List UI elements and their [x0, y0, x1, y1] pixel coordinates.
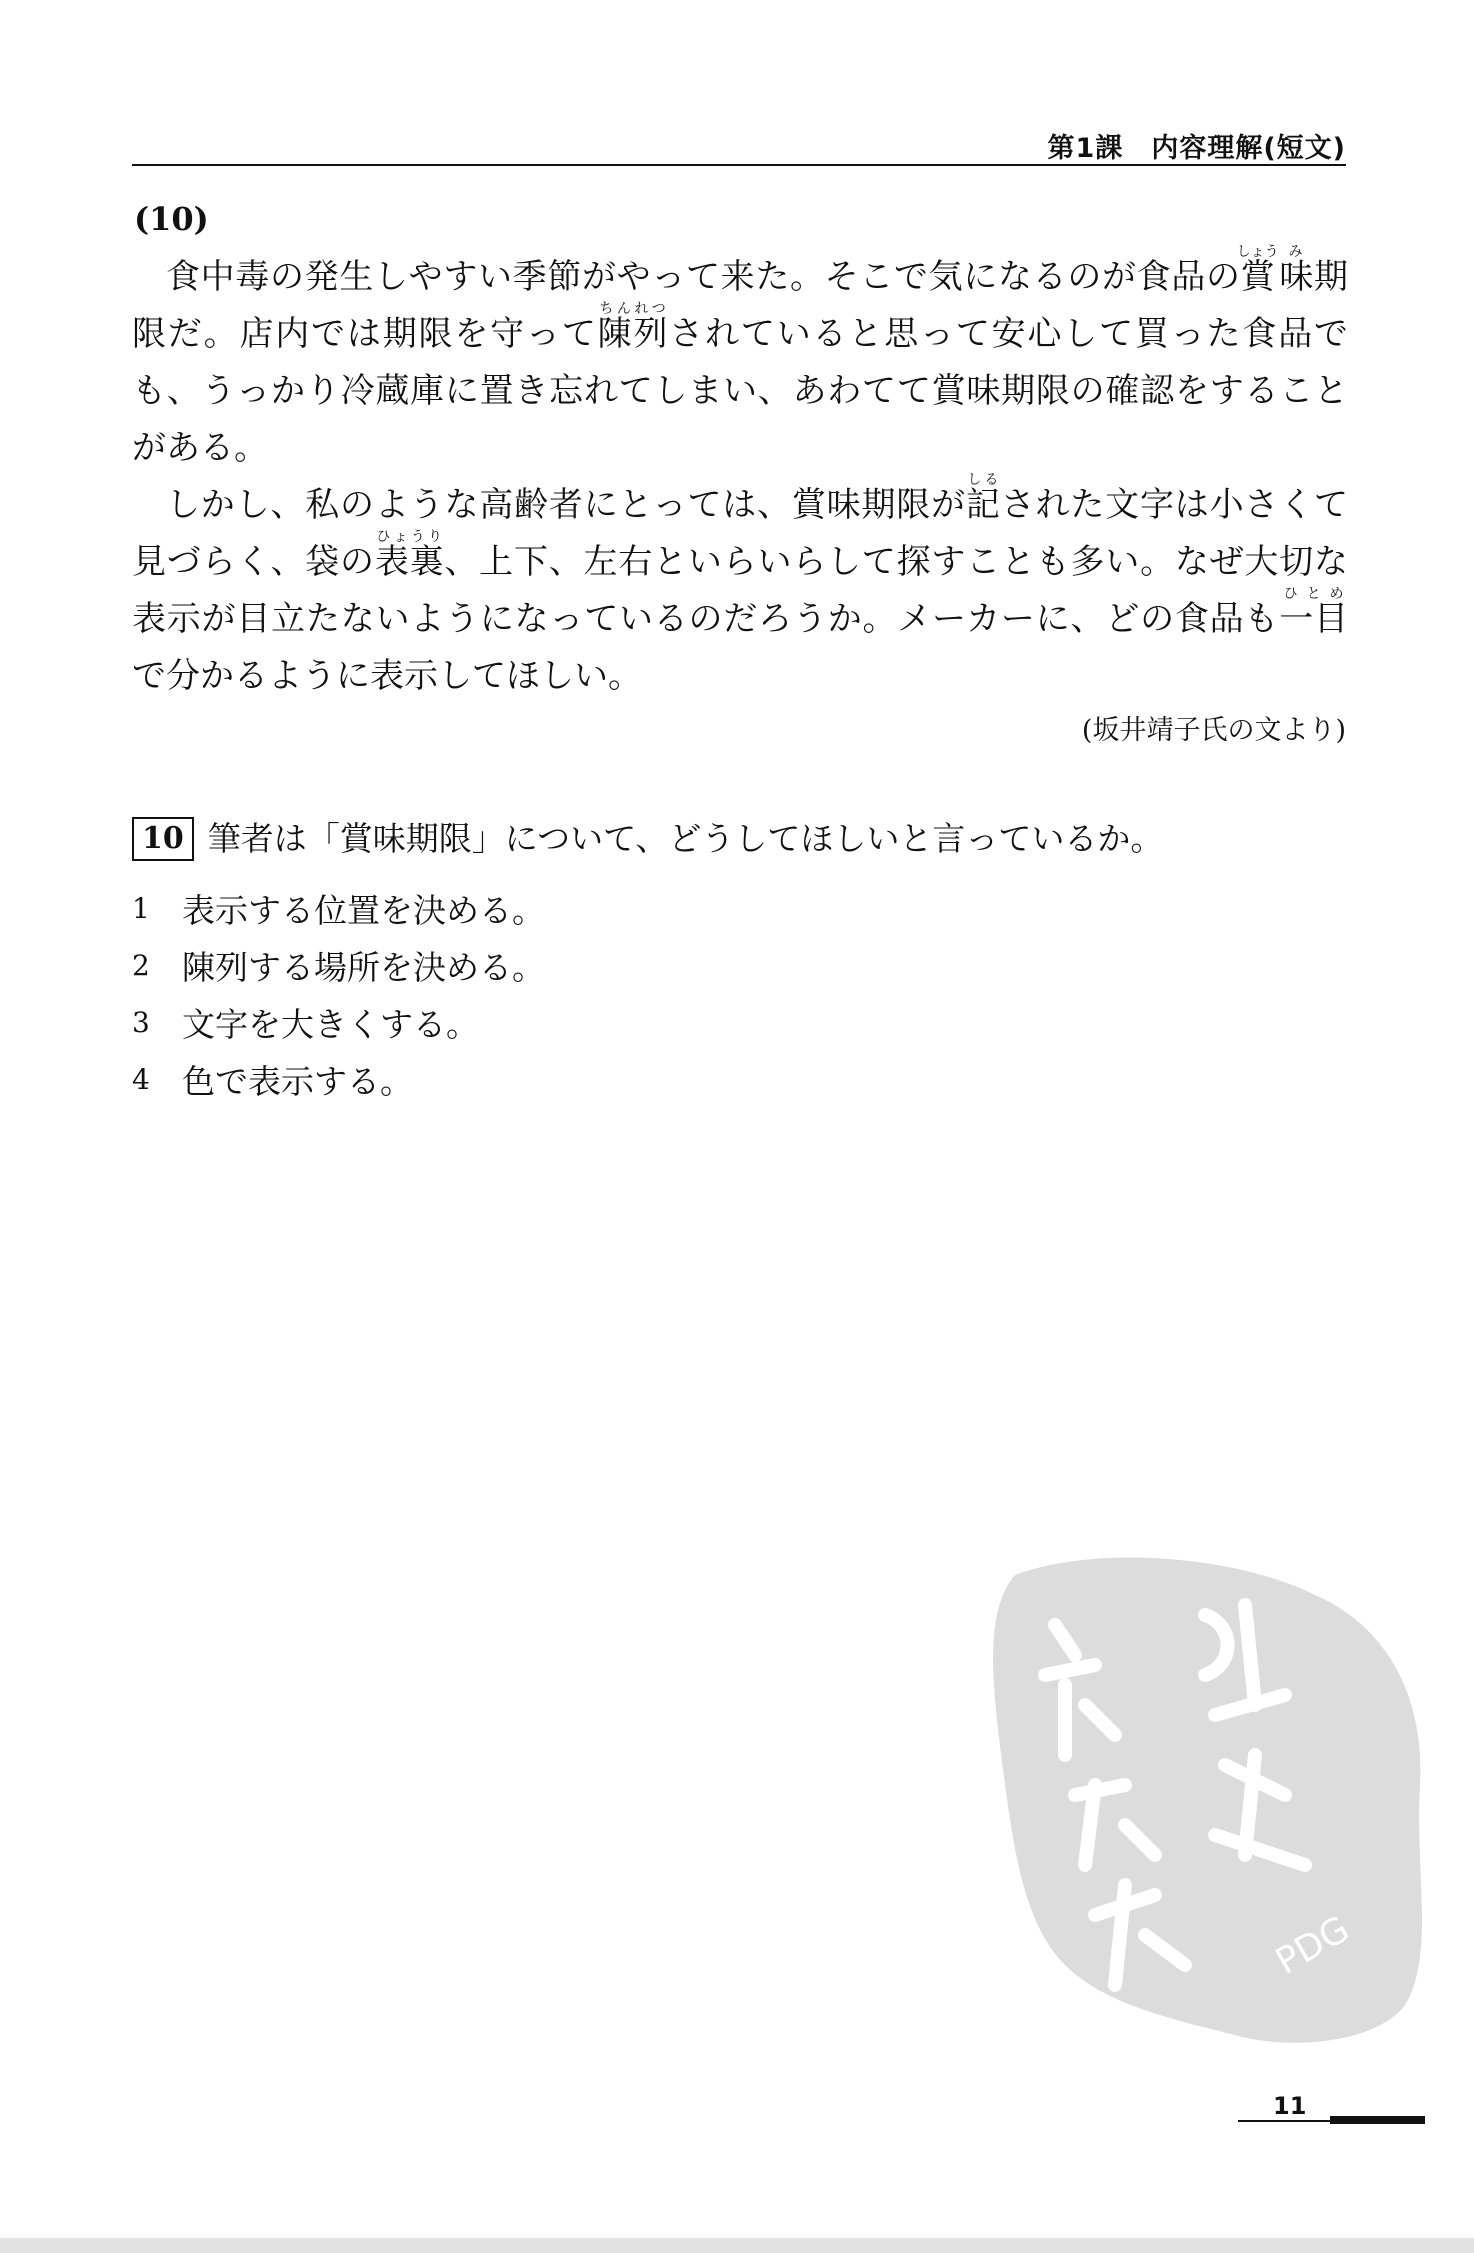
- answer-option-1[interactable]: [132, 880, 545, 937]
- question-number: (10): [134, 200, 209, 238]
- ruby-shirusu: 記しる: [965, 472, 1001, 525]
- page-footer: [1238, 2092, 1428, 2122]
- ruby-shou: 賞しょう: [1236, 244, 1279, 297]
- ruby-hitome: 一目ひとめ: [1279, 586, 1349, 639]
- option-number: 1: [132, 892, 150, 925]
- option-text: 陳列する場所を決める。: [182, 948, 545, 987]
- answer-options: [132, 880, 545, 1108]
- answer-option-3[interactable]: [132, 994, 545, 1051]
- question-box-number: 10: [132, 817, 194, 861]
- text-run: で分かるように表示してほしい。: [132, 656, 642, 696]
- header-title: 第1課 内容理解(短文): [1047, 133, 1346, 164]
- watermark-seal-icon: [985, 1535, 1435, 2055]
- text-run: 食中毒の発生しやすい季節がやって来た。そこで気になるのが食品の: [166, 257, 1241, 297]
- question-text: 筆者は「賞味期限」について、どうしてほしいと言っているか。: [207, 819, 1164, 858]
- text-run: されていると思って安心して買った食品でも、うっかり冷蔵庫に置き忘れてしまい、あわてて賞味期限の確認をすることがある。: [132, 314, 1349, 468]
- page-number: 11: [1273, 2092, 1307, 2120]
- answer-option-2[interactable]: [132, 937, 545, 994]
- text-run: しかし、私のような高齢者にとっては、賞味期限が: [166, 485, 966, 525]
- passage-paragraph-2: [132, 472, 1348, 705]
- footer-bar: [1330, 2116, 1425, 2124]
- page-header: [132, 126, 1346, 166]
- option-text: 文字を大きくする。: [182, 1005, 479, 1044]
- option-text: 色で表示する。: [182, 1062, 413, 1101]
- text-run: 、上下、左右といらいらして探すことも多い。なぜ大切な表示が目立たないようになっているのだろうか。メーカーに、どの食品も: [132, 542, 1349, 639]
- text-run: 期限だ。店内では期限を守って: [132, 257, 1349, 354]
- answer-option-4[interactable]: [132, 1051, 545, 1108]
- option-number: 4: [132, 1063, 150, 1096]
- option-number: 2: [132, 949, 150, 982]
- option-number: 3: [132, 1006, 150, 1039]
- ruby-mi: 味み: [1278, 244, 1315, 297]
- passage-paragraph-1: [132, 244, 1348, 477]
- ruby-hyouri: 表裏ひょうり: [374, 529, 445, 582]
- scan-edge: [0, 2238, 1474, 2253]
- option-text: 表示する位置を決める。: [182, 891, 545, 930]
- footer-rule: [1238, 2120, 1330, 2122]
- ruby-chinretsu: 陳列ちんれつ: [597, 301, 670, 354]
- text-run: された文字は小さくて見づらく、袋の: [132, 485, 1349, 582]
- source-citation: (坂井靖子氏の文より): [1081, 715, 1346, 746]
- watermark-label: PDG: [1269, 1908, 1357, 1983]
- question-prompt: [132, 815, 1163, 863]
